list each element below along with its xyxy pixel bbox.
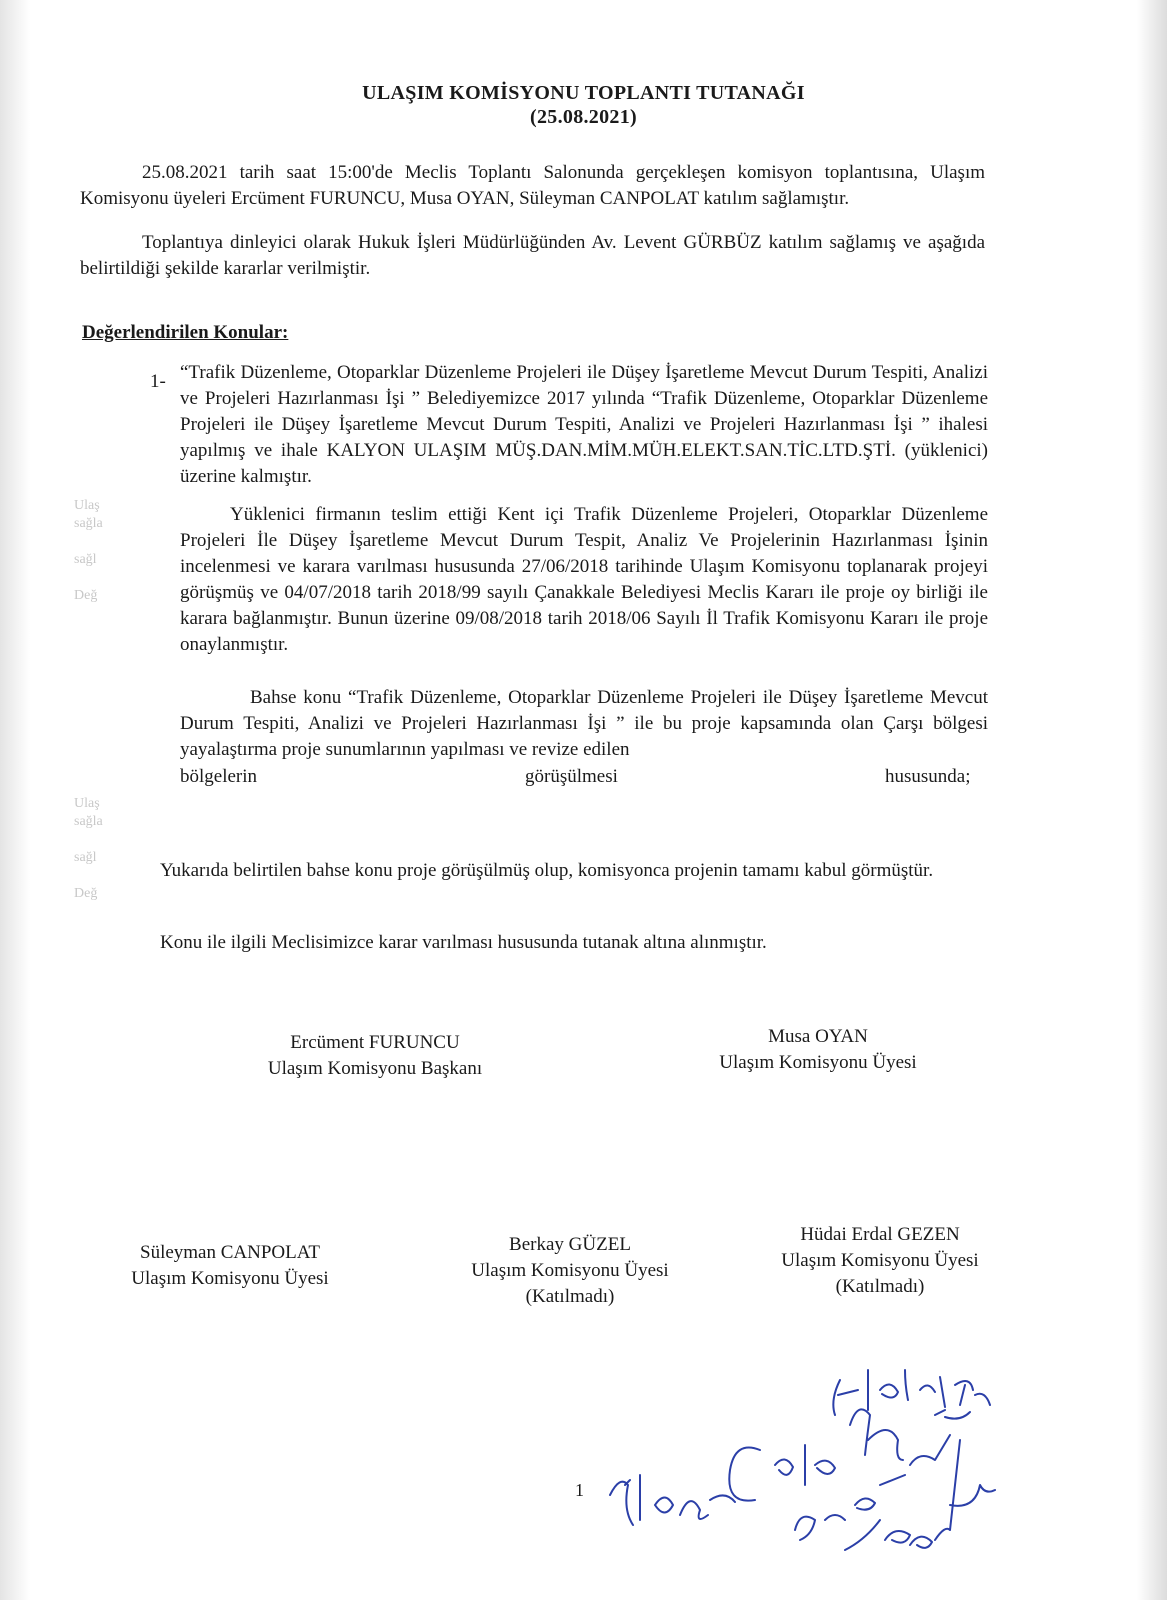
intro-paragraph-1: 25.08.2021 tarih saat 15:00'de Meclis Toplantı Salonunda gerçekleşen komisyon toplantısına, Ulaşım Komisyonu üyeleri Ercüment FURUNCU, Musa OYAN, Süleyman CANPOLAT katılım sağlamıştır. (80, 162, 985, 209)
item-number: 1- (150, 371, 166, 392)
item-paragraph-3-tail-a: bölgelerin (180, 766, 258, 787)
signature-block (80, 1240, 380, 1292)
signatory-role: Ulaşım Komisyonu Üyesi (131, 1268, 329, 1289)
intro-paragraph-2: Toplantıya dinleyici olarak Hukuk İşleri Müdürlüğünden Av. Levent GÜRBÜZ katılım sağlamış ve aşağıda belirtildiği şekilde kararlar verilmiştir. (80, 232, 985, 279)
signatory-role: Ulaşım Komisyonu Üyesi (781, 1250, 979, 1271)
signatory-note: (Katılmadı) (525, 1286, 615, 1307)
signature-block (420, 1232, 720, 1310)
signature-block (668, 1024, 968, 1076)
signature-block (730, 1222, 1030, 1300)
scan-margin-right (1137, 0, 1167, 1600)
page-number: 1 (575, 1480, 584, 1500)
signatory-name: Berkay GÜZEL (509, 1234, 631, 1255)
document-title: ULAŞIM KOMİSYONU TOPLANTI TUTANAĞI (362, 82, 805, 104)
item-paragraph-1: “Trafik Düzenleme, Otoparklar Düzenleme Projeleri ile Düşey İşaretleme Mevcut Durum Tespiti, Analizi ve Projeleri Hazırlanması İşi ” Belediyemizce 2017 yılında “Trafik Düzenleme, Otoparklar Düzenleme Projeleri ile Düşey İşaretleme Mevcut Durum Tespiti, Analizi ve Projeleri Hazırlanması İşi ” ihalesi yapılmış ve ihale KALYON ULAŞIM MÜŞ.DAN.MİM.MÜH.ELEKT.SAN.TİC.LTD.ŞTİ. (yüklenici) üzerine kalmıştır. (180, 362, 988, 487)
signatory-name: Ercüment FURUNCU (290, 1032, 460, 1053)
conclusion-paragraph-1: Yukarıda belirtilen bahse konu proje görüşülmüş olup, komisyonca projenin tamamı kabul görmüştür. (160, 860, 934, 881)
item-paragraph-3-tail-c: hususunda; (885, 766, 971, 787)
bleed-through-text: Ulaş sağla sağl Değ (74, 498, 103, 603)
signatory-name: Süleyman CANPOLAT (140, 1242, 320, 1263)
section-heading: Değerlendirilen Konular: (82, 322, 289, 343)
signatory-role: Ulaşım Komisyonu Üyesi (471, 1260, 669, 1281)
item-paragraph-2: Yüklenici firmanın teslim ettiği Kent içi Trafik Düzenleme Projeleri, Otoparklar Düzenleme Projeleri İle Düşey İşaretleme Mevcut Durum Tespit, Analiz Ve Projelerinin Hazırlanması İşinin incelenmesi ve karara varılması hususunda 27/06/2018 tarihinde Ulaşım Komisyonu toplanarak projeyi görüşmüş ve 04/07/2018 tarih 2018/99 sayılı Çanakkale Belediyesi Meclis Kararı ile proje oy birliği ile karara bağlanmıştır. Bunun üzerine 09/08/2018 tarih 2018/06 Sayılı İl Trafik Komisyonu Kararı ile proje onaylanmıştır. (180, 504, 988, 655)
signatory-name: Hüdai Erdal GEZEN (800, 1224, 960, 1245)
signatory-role: Ulaşım Komisyonu Başkanı (267, 1058, 483, 1079)
handwritten-signatures (600, 1355, 1000, 1565)
signature-block (225, 1030, 525, 1082)
signatory-name: Musa OYAN (768, 1026, 868, 1047)
item-paragraph-3: Bahse konu “Trafik Düzenleme, Otoparklar Düzenleme Projeleri ile Düşey İşaretleme Mevcut Durum Tespiti, Analizi ve Projeleri Hazırlanması İşi ” ile bu proje kapsamında olan Çarşı bölgesi yayalaştırma proje sunumlarının yapılması ve revize edilen (180, 687, 988, 760)
conclusion-paragraph-2: Konu ile ilgili Meclisimizce karar varılması hususunda tutanak altına alınmıştır. (160, 932, 767, 953)
item-paragraph-3-tail-b: görüşülmesi (525, 766, 618, 787)
signatory-role: Ulaşım Komisyonu Üyesi (719, 1052, 917, 1073)
document-date: (25.08.2021) (530, 106, 637, 128)
signatory-note: (Katılmadı) (835, 1276, 925, 1297)
scan-margin-left (0, 0, 30, 1600)
bleed-through-text: Ulaş sağla sağl Değ (74, 796, 103, 901)
